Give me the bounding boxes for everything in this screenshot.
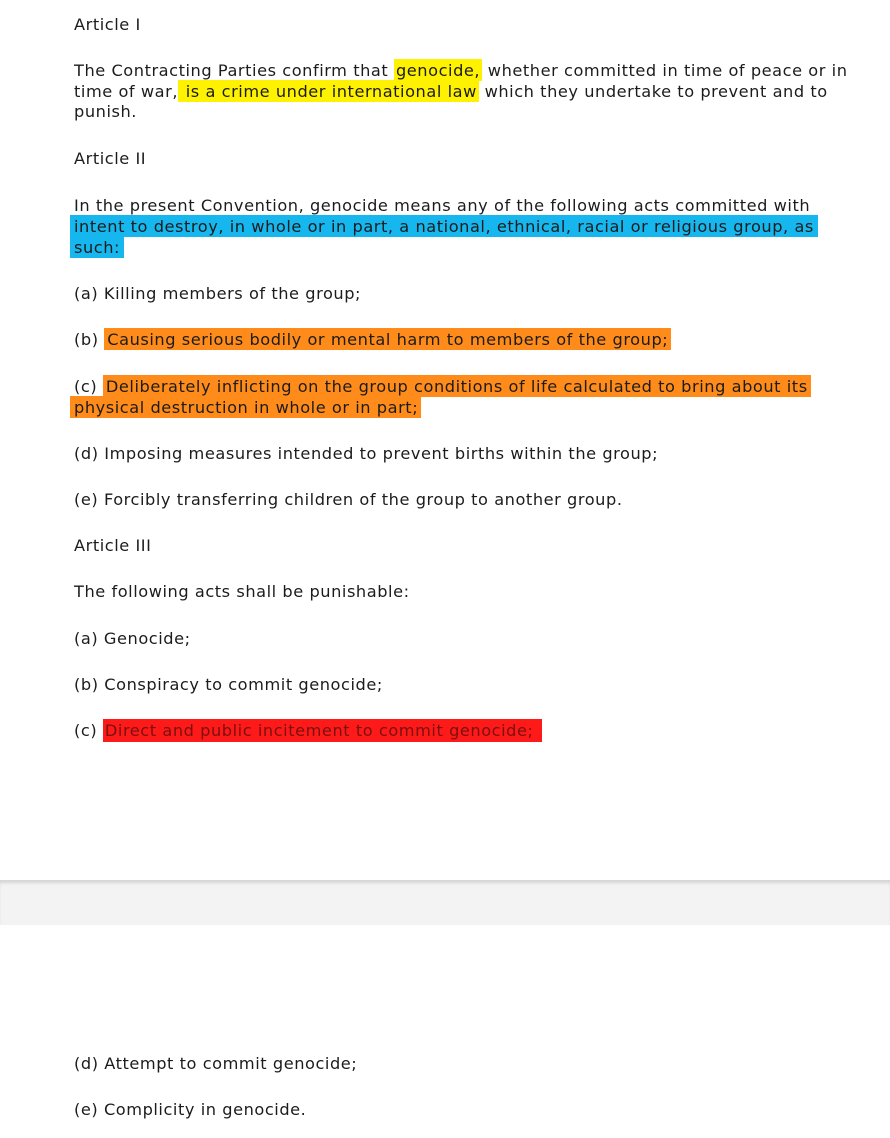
item-prefix: (b)	[74, 675, 105, 694]
highlight-genocide: genocide,	[395, 61, 481, 80]
item-text: Forcibly transferring children of the group to another group.	[103, 490, 623, 509]
article-2-item-b	[74, 330, 671, 351]
article-2-intro: In the present Convention, genocide means any of the following acts committed with	[74, 196, 811, 215]
article-2-item-c	[74, 377, 811, 398]
article-1-text-before: The Contracting Parties confirm that	[74, 61, 394, 80]
article-1-text-after: which they undertake to prevent and to punish.	[74, 81, 828, 122]
highlight-intent-to-destroy: intent to destroy, in whole or in part, a national, ethnical, racial or religious group, as such:	[70, 215, 818, 258]
item-text: Imposing measures intended to prevent births within the group;	[104, 444, 659, 463]
item-prefix: (d)	[74, 1054, 105, 1073]
highlight-public-incitement: Direct and public incitement to commit genocide;	[103, 719, 542, 742]
article-1-text-between: whether committed in time of peace or in time of war,	[74, 61, 848, 101]
article-3-heading: Article III	[74, 536, 152, 555]
item-text: Attempt to commit genocide;	[104, 1054, 358, 1073]
article-2-heading: Article II	[74, 149, 147, 168]
article-2-item-d	[74, 444, 658, 465]
highlight-physical-destruction: physical destruction in whole or in part;	[70, 396, 421, 418]
article-2-item-a	[74, 284, 361, 305]
article-3-item-c	[74, 721, 542, 742]
article-2-intent-paragraph	[74, 217, 819, 258]
article-3-item-b	[74, 675, 383, 696]
item-prefix: (a)	[74, 284, 104, 303]
article-2-item-e	[74, 490, 623, 511]
item-text: Genocide;	[103, 629, 191, 648]
item-prefix: (c)	[74, 721, 103, 740]
item-text: Complicity in genocide.	[103, 1100, 307, 1119]
article-2-item-c-continued	[70, 398, 421, 419]
item-prefix: (e)	[74, 490, 104, 509]
item-prefix: (c)	[74, 377, 103, 396]
item-prefix: (d)	[74, 444, 105, 463]
highlight-crime-under-international-law: is a crime under international law	[180, 81, 477, 101]
item-prefix: (a)	[74, 629, 104, 648]
item-text: Conspiracy to commit genocide;	[104, 675, 383, 694]
item-text: Killing members of the group;	[103, 284, 362, 303]
article-3-intro: The following acts shall be punishable:	[74, 582, 410, 601]
article-3-item-a	[74, 629, 191, 650]
item-prefix: (e)	[74, 1100, 104, 1119]
article-1-paragraph	[74, 61, 856, 123]
article-3-item-e	[74, 1100, 306, 1121]
item-prefix: (b)	[74, 330, 105, 349]
document-page-2	[0, 925, 890, 1138]
highlight-serious-harm: Causing serious bodily or mental harm to members of the group;	[104, 328, 671, 350]
page-break	[0, 880, 890, 926]
highlight-conditions-of-life: Deliberately inflicting on the group conditions of life calculated to bring about its	[103, 375, 811, 397]
article-3-item-d	[74, 1054, 357, 1075]
article-1-heading: Article I	[74, 15, 141, 34]
